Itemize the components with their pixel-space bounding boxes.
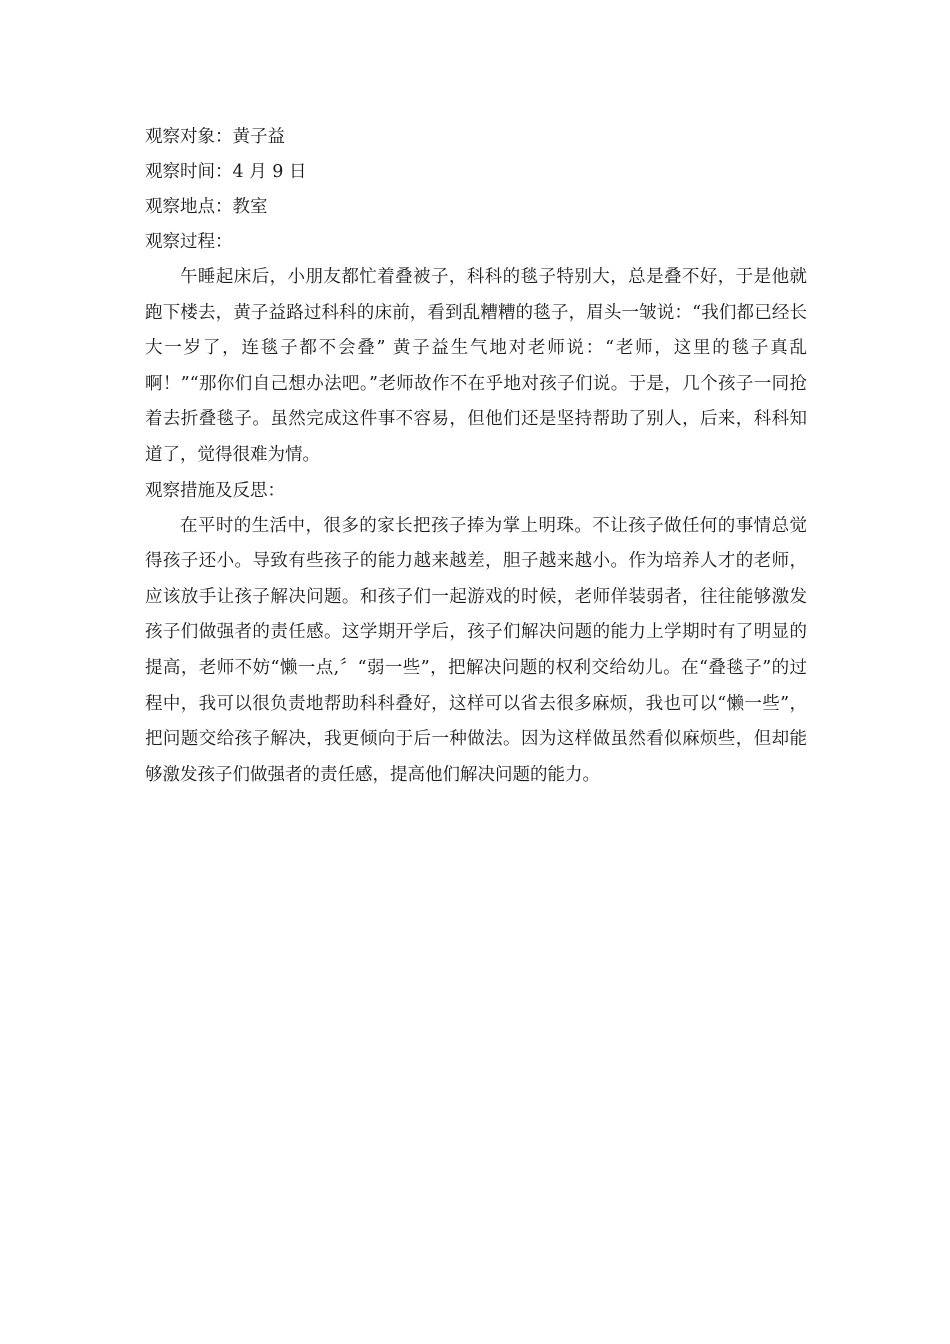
reflection-paragraph: 在平时的生活中，很多的家长把孩子捧为掌上明珠。不让孩子做任何的事情总觉得孩子还小。导致有些孩子的能力越来越差，胆子越来越小。作为培养人才的老师，应该放手让孩子解决问题。和孩子们一起游戏的时候，老师佯装弱者，往往能够激发孩子们做强者的责任感。这学期开学后，孩子们解决问题的能力上学期时有了明显的提高，老师不妨“懒一点,〞“弱一些”，把解决问题的权利交给幼儿。在“叠毯子”的过程中，我可以很负责地帮助科科叠好，这样可以省去很多麻烦，我也可以“懒一些”，把问题交给孩子解决，我更倾向于后一种做法。因为这样做虽然看似麻烦些，但却能够激发孩子们做强者的责任感，提高他们解决问题的能力。 bbox=[145, 515, 807, 785]
observation-location: 观察地点：教室 bbox=[145, 197, 268, 217]
observation-time: 观察时间：4 月 9 日 bbox=[145, 162, 307, 182]
process-paragraph: 午睡起床后，小朋友都忙着叠被子，科科的毯子特别大，总是叠不好，于是他就跑下楼去，黄子益路过科科的床前，看到乱糟糟的毯子，眉头一皱说：“我们都已经长大一岁了，连毯子都不会叠” 黄子益生气地对老师说：“老师，这里的毯子真乱啊！”“那你们自己想办法吧。”老师故作不在乎地对孩子们说。于是，几个孩子一同抢着去折叠毯子。虽然完成这件事不容易，但他们还是坚持帮助了别人，后来，科科知道了，觉得很难为情。 bbox=[145, 267, 807, 465]
observation-subject: 观察对象：黄子益 bbox=[145, 127, 285, 147]
process-heading: 观察过程： bbox=[145, 232, 233, 252]
reflection-heading: 观察措施及反思： bbox=[145, 480, 285, 501]
document-body bbox=[145, 120, 807, 793]
